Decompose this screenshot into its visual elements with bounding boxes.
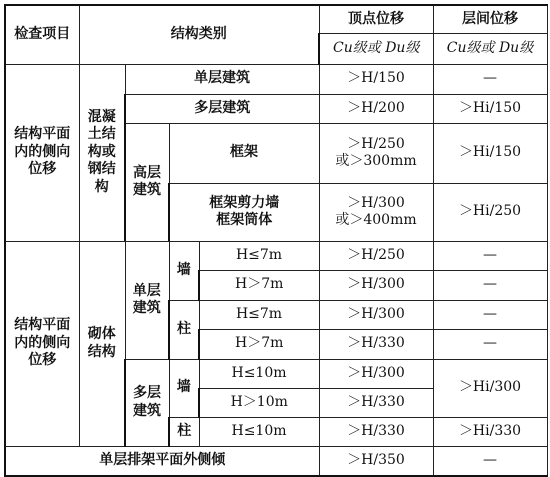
masonry-single-wall-inter-1: — [433,241,547,270]
concrete-single-storey: 单层建筑 [125,64,319,94]
masonry-multi-wall-cond-2: H＞10m [199,388,319,417]
footer-top: ＞H/350 [319,446,433,476]
header-interstory-displacement: 层间位移 [433,5,547,33]
header-top-grade: Cu级或 Du级 [319,33,433,64]
masonry-material: 砌体 结构 [79,241,125,446]
footer-inter: — [433,446,547,476]
concrete-multi-top: ＞H/200 [319,94,433,123]
masonry-single-column-top-1: ＞H/300 [319,300,433,329]
masonry-multi-wall-top-1: ＞H/300 [319,359,433,388]
masonry-multi-column-cond-1: H≤10m [199,417,319,446]
concrete-multi-storey: 多层建筑 [125,94,319,123]
masonry-single-column: 柱 [169,300,199,359]
masonry-single-wall-cond-1: H≤7m [199,241,319,270]
masonry-single-wall-cond-2: H＞7m [199,270,319,300]
high-rise-frame-top: ＞H/250 或＞300mm [319,123,433,183]
masonry-single-wall-top-1: ＞H/250 [319,241,433,270]
displacement-criteria-table [4,4,548,477]
concrete-single-inter: — [433,64,547,94]
masonry-single-storey: 单层 建筑 [125,241,169,359]
masonry-single-column-top-2: ＞H/330 [319,329,433,359]
high-rise-shear-wall: 框架剪力墙 框架筒体 [169,183,319,241]
masonry-multi-wall-top-2: ＞H/330 [319,388,433,417]
concrete-single-top: ＞H/150 [319,64,433,94]
masonry-check-item: 结构平面 内的侧向 位移 [5,241,79,446]
masonry-multi-wall-cond-1: H≤10m [199,359,319,388]
masonry-multi-column-top-1: ＞H/330 [319,417,433,446]
high-rise-frame: 框架 [169,123,319,183]
high-rise-shear-wall-top: ＞H/300 或＞400mm [319,183,433,241]
masonry-single-column-inter-1: — [433,300,547,329]
masonry-single-column-cond-1: H≤7m [199,300,319,329]
header-structure-category: 结构类别 [79,5,319,64]
masonry-single-wall-inter-2: — [433,270,547,300]
high-rise-shear-wall-inter: ＞Hi/250 [433,183,547,241]
footer-label: 单层排架平面外侧倾 [5,446,319,476]
masonry-single-column-cond-2: H＞7m [199,329,319,359]
masonry-single-column-inter-2: — [433,329,547,359]
masonry-multi-wall: 墙 [169,359,199,417]
concrete-multi-inter: ＞Hi/150 [433,94,547,123]
masonry-single-wall: 墙 [169,241,199,300]
masonry-single-wall-top-2: ＞H/300 [319,270,433,300]
concrete-high-rise: 高层 建筑 [125,123,169,241]
concrete-material: 混凝 土结 构或 钢结 构 [79,64,125,241]
header-check-item: 检查项目 [5,5,79,64]
concrete-check-item: 结构平面 内的侧向 位移 [5,64,79,241]
masonry-multi-column-inter-1: ＞Hi/330 [433,417,547,446]
header-top-displacement: 顶点位移 [319,5,433,33]
header-interstory-grade: Cu级或 Du级 [433,33,547,64]
masonry-multi-column: 柱 [169,417,199,446]
masonry-multi-wall-inter: ＞Hi/300 [433,359,547,417]
high-rise-frame-inter: ＞Hi/150 [433,123,547,183]
masonry-multi-storey: 多层 建筑 [125,359,169,446]
